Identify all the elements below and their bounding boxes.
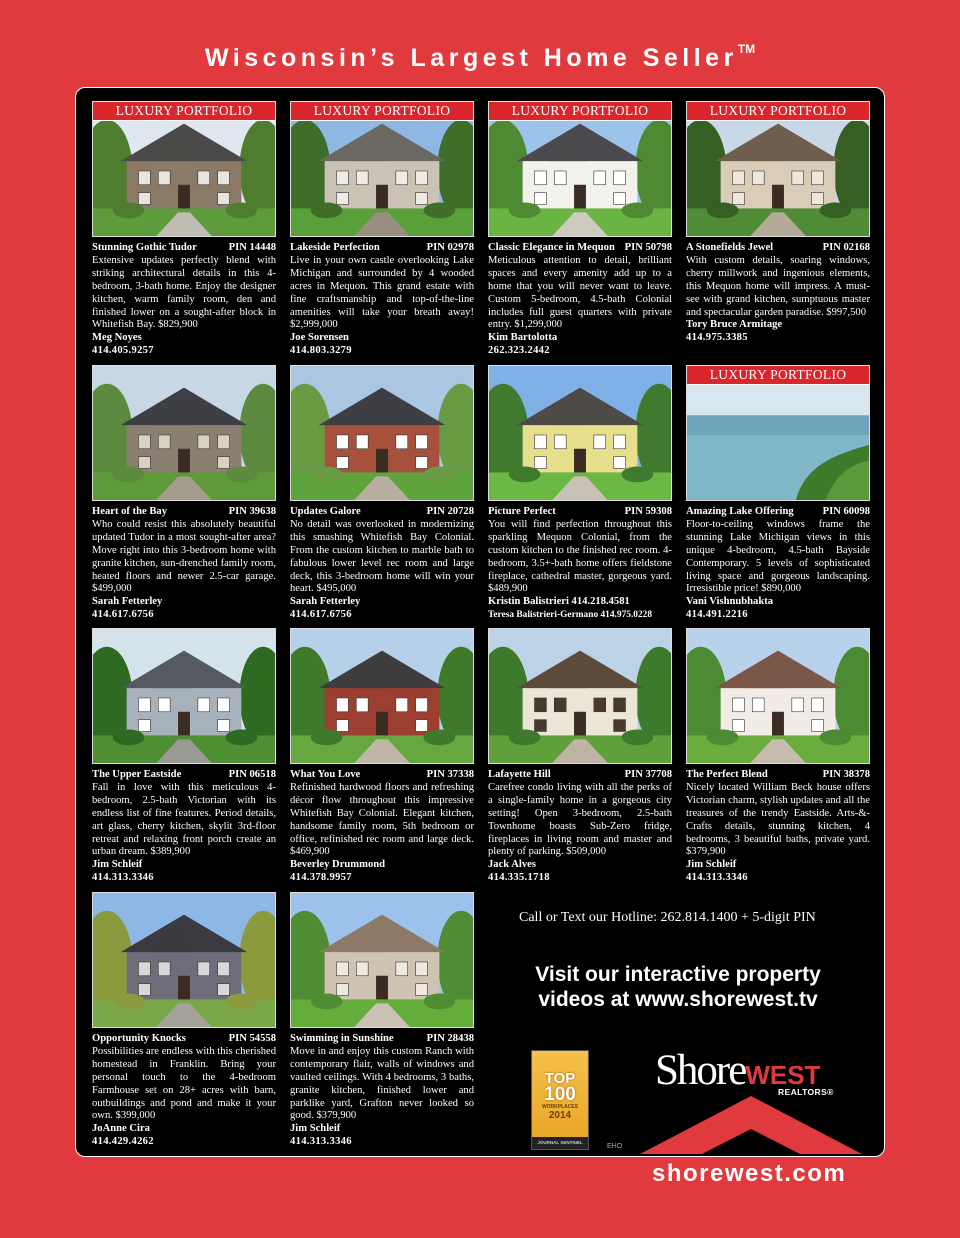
top-workplaces-badge [531, 1050, 589, 1150]
listing-photo[interactable] [290, 101, 474, 237]
agent-phone[interactable]: 414.335.1718 [488, 872, 550, 884]
agent-phone[interactable]: 262.323.2442 [488, 345, 550, 357]
listing-card[interactable] [290, 365, 474, 622]
listing-heading [290, 1033, 474, 1046]
listing-info [686, 506, 870, 622]
listing-info [92, 506, 276, 622]
listing-description: Carefree condo living with all the perks of a single-family home in a gorgeous city setting! Open 3-bedroom, 2.5-bath Townhome boasts Sub-Zero fridge, fireplaces in living room and master and plenty of parking. $509,000 [488, 781, 672, 858]
listing-card[interactable] [488, 101, 672, 358]
listing-card[interactable] [686, 628, 870, 885]
listing-pin: PIN 37338 [426, 769, 474, 780]
logo-shore: Shore [655, 1047, 746, 1094]
agent-phone[interactable]: 414.405.9257 [92, 345, 154, 357]
listing-card[interactable] [290, 892, 474, 1149]
listing-heading [686, 769, 870, 782]
agent-name: Beverley Drummond [290, 859, 386, 871]
headline-text: Wisconsin’s Largest Home Seller [204, 44, 738, 72]
listing-photo[interactable] [686, 365, 870, 501]
listing-info [686, 769, 870, 885]
agent-name: Kristin Balistrieri 414.218.4581 [488, 596, 630, 608]
listing-photo[interactable] [290, 365, 474, 501]
agent-phone[interactable]: 414.803.3279 [290, 345, 352, 357]
listing-card[interactable] [686, 365, 870, 622]
listing-card[interactable] [92, 365, 276, 622]
agent-phone[interactable]: 414.491.2216 [686, 609, 748, 621]
listing-title: A Stonefields Jewel [686, 242, 774, 253]
roof-logo-icon [640, 1096, 862, 1154]
listing-title: Swimming in Sunshine [290, 1033, 394, 1044]
listing-pin: PIN 54558 [228, 1033, 276, 1044]
listing-pin: PIN 39638 [228, 506, 276, 517]
listing-description: Extensive updates perfectly blend with striking architectural details in this 4-bedroom, 3-bath home. Enjoy the designer kitchen, warm family room, den and finished lower on a sought-after block in Whitefish Bay. $829,900 [92, 254, 276, 331]
trademark: TM [737, 42, 756, 56]
listing-info [686, 242, 870, 345]
listing-description: Fall in love with this meticulous 4-bedroom, 2.5-bath Victorian with its endless list of fine features. Period details, art glass, cherry kitchen, skylit 3rd-floor retreat and relaxing front porch create an urban dream. $389,900 [92, 781, 276, 858]
agent-phone[interactable]: 414.429.4262 [92, 1136, 154, 1148]
listing-pin: PIN 20728 [426, 506, 474, 517]
agent-phone[interactable]: 414.313.3346 [290, 1136, 352, 1148]
listing-title: Lakeside Perfection [290, 242, 380, 253]
logo-realtors: REALTORS® [778, 1087, 834, 1097]
listing-info [290, 1033, 474, 1149]
listing-info [488, 506, 672, 622]
equal-housing-label: EHO [607, 1143, 623, 1150]
listing-pin: PIN 06518 [228, 769, 276, 780]
listing-info [92, 1033, 276, 1149]
listing-photo[interactable] [686, 101, 870, 237]
listing-heading [488, 242, 672, 255]
agent-name: Meg Noyes [92, 332, 142, 344]
listing-title: The Perfect Blend [686, 769, 768, 780]
badge-paper: JOURNAL SENTINEL [532, 1137, 588, 1149]
agent-name: Jim Schleif [686, 859, 737, 871]
luxury-portfolio-label: LUXURY PORTFOLIO [291, 102, 473, 121]
listing-card[interactable] [290, 101, 474, 358]
listing-heading [92, 769, 276, 782]
listing-title: Heart of the Bay [92, 506, 168, 517]
agent-phone[interactable]: Teresa Balistrieri-Germano 414.975.0228 [488, 610, 653, 621]
listing-title: Lafayette Hill [488, 769, 551, 780]
listing-photo[interactable] [488, 101, 672, 237]
listing-heading [686, 242, 870, 255]
promo-line-2[interactable]: videos at www.shorewest.tv [538, 988, 818, 1011]
agent-name: JoAnne Cira [92, 1123, 150, 1135]
agent-name: Sarah Fetterley [290, 596, 361, 608]
listing-description: Who could resist this absolutely beautiful updated Tudor in a most sought-after area? Move right into this 3-bedroom home with granite kitchen, sun-drenched family room, heated floors and newer 2.5-car garage. $499,000 [92, 518, 276, 595]
listing-photo[interactable] [488, 365, 672, 501]
listing-heading [290, 506, 474, 519]
listing-heading [290, 769, 474, 782]
listing-title: Picture Perfect [488, 506, 556, 517]
logo-west: WEST [745, 1060, 821, 1090]
listing-title: Stunning Gothic Tudor [92, 242, 197, 253]
listing-info [290, 769, 474, 885]
listing-description: Nicely located William Beck house offers Victorian charm, stylish updates and all the treasures of the trendy Eastside. Arts-&-Crafts details, stunning kitchen, 4 bedrooms, 3 beautiful baths, private yard. $379,900 [686, 781, 870, 858]
agent-phone[interactable]: 414.378.9957 [290, 872, 352, 884]
agent-phone[interactable]: 414.617.6756 [290, 609, 352, 621]
video-promo [493, 962, 863, 1012]
listing-heading [92, 506, 276, 519]
listing-photo[interactable] [686, 628, 870, 764]
listing-photo[interactable] [92, 101, 276, 237]
promo-line-1: Visit our interactive property [535, 963, 821, 986]
agent-name: Jim Schleif [92, 859, 143, 871]
listing-description: Move in and enjoy this custom Ranch with contemporary flair, walls of windows and vaulted ceilings. With 4 bedrooms, 3 baths, granite kitchen, finished lower and parklike yard, Grafton never looked so good. $379,900 [290, 1045, 474, 1122]
agent-name: Vani Vishnubhakta [686, 596, 774, 608]
listing-card[interactable] [92, 628, 276, 885]
listing-description: No detail was overlooked in modernizing this smashing Whitefish Bay Colonial. From the custom kitchen to marble bath to fabulous lower level rec room and large deck, this 3-bedroom home will win your heart. $495,000 [290, 518, 474, 595]
listing-pin: PIN 50798 [624, 242, 672, 253]
listing-pin: PIN 37708 [624, 769, 672, 780]
listing-description: You will find perfection throughout this sparkling Mequon Colonial, from the custom kitchen to the finished rec room. 4-bedroom, 3.5+-bath home offers fieldstone fireplace, cathedral master, gorgeous yard. $489,900 [488, 518, 672, 595]
page-headline [0, 44, 960, 73]
listing-pin: PIN 14448 [228, 242, 276, 253]
agent-phone[interactable]: 414.617.6756 [92, 609, 154, 621]
listing-card[interactable] [488, 628, 672, 885]
listing-info [488, 769, 672, 885]
listing-info [488, 242, 672, 358]
listing-description: With custom details, soaring windows, cherry millwork and ingenious elements, this Mequon home will impress. A must-see with grand kitchen, sumptuous master and spectacular garden paradise. $997,500 [686, 254, 870, 318]
listing-card[interactable] [92, 892, 276, 1149]
luxury-portfolio-label: LUXURY PORTFOLIO [687, 102, 869, 121]
luxury-portfolio-label: LUXURY PORTFOLIO [489, 102, 671, 121]
listing-description: Live in your own castle overlooking Lake Michigan and surrounded by 4 wooded acres in Mequon. This grand estate with fine craftsmanship and top-of-the-line amenities will take your breath away! $2,999,000 [290, 254, 474, 331]
listing-pin: PIN 28438 [426, 1033, 474, 1044]
listing-info [92, 769, 276, 885]
listing-pin: PIN 02978 [426, 242, 474, 253]
listing-title: What You Love [290, 769, 361, 780]
listing-title: Amazing Lake Offering [686, 506, 794, 517]
agent-name: Joe Sorensen [290, 332, 349, 344]
agent-name: Jack Alves [488, 859, 536, 871]
hotline-text: Call or Text our Hotline: 262.814.1400 + 5-digit PIN [519, 910, 816, 925]
listing-card[interactable] [686, 101, 870, 345]
listing-description: Meticulous attention to detail, brilliant spaces and every amenity add up to a home that you will never want to leave. Custom 5-bedroom, 4.5-bath Colonial includes full guest quarters with private entry. $1,299,000 [488, 254, 672, 331]
badge-year: 2014 [548, 1110, 572, 1121]
agent-name: Jim Schleif [290, 1123, 341, 1135]
listing-title: Opportunity Knocks [92, 1033, 186, 1044]
badge-top: TOP [544, 1070, 576, 1087]
listing-photo[interactable] [92, 628, 276, 764]
listing-info [290, 506, 474, 622]
listing-info [290, 242, 474, 358]
listing-photo[interactable] [290, 628, 474, 764]
listing-description: Possibilities are endless with this cherished homestead in Franklin. Bring your personal touch to the 4-bedroom Farmhouse set on 28+ acres with barn, outbuildings and pond and make it your own. $399,000 [92, 1045, 276, 1122]
agent-phone[interactable]: 414.313.3346 [92, 872, 154, 884]
agent-name: Tory Bruce Armitage [686, 319, 783, 331]
listing-info [92, 242, 276, 358]
listing-heading [686, 506, 870, 519]
agent-phone[interactable]: 414.313.3346 [686, 872, 748, 884]
badge-sub: WORKPLACES [541, 1104, 579, 1110]
listing-title: Classic Elegance in Mequon [488, 242, 615, 253]
badge-number: 100 [544, 1084, 576, 1105]
listing-pin: PIN 59308 [624, 506, 672, 517]
listing-photo[interactable] [92, 892, 276, 1028]
listing-heading [92, 242, 276, 255]
agent-name: Kim Bartolotta [488, 332, 558, 344]
website-link[interactable]: shorewest.com [652, 1160, 847, 1187]
agent-name: Sarah Fetterley [92, 596, 163, 608]
listing-heading [488, 506, 672, 519]
agent-phone[interactable]: 414.975.3385 [686, 332, 748, 344]
listing-title: The Upper Eastside [92, 769, 182, 780]
listing-pin: PIN 02168 [822, 242, 870, 253]
listing-description: Refinished hardwood floors and refreshing décor flow throughout this impressive Whitefish Bay Colonial. Elegant kitchen, handsome family room, 5th bedroom or office, refinished rec room and large deck. $469,900 [290, 781, 474, 858]
listing-heading [290, 242, 474, 255]
listing-card[interactable] [488, 365, 672, 622]
listing-heading [92, 1033, 276, 1046]
listing-heading [488, 769, 672, 782]
luxury-portfolio-label: LUXURY PORTFOLIO [687, 366, 869, 385]
listing-pin: PIN 60098 [822, 506, 870, 517]
listing-description: Floor-to-ceiling windows frame the stunning Lake Michigan views in this unique 4-bedroom, 4.5-bath Bayside Contemporary. 5 levels of sophisticated living space and gorgeous landscaping. Irresistible price! $890,000 [686, 518, 870, 595]
listing-card[interactable] [92, 101, 276, 358]
listing-card[interactable] [290, 628, 474, 885]
luxury-portfolio-label: LUXURY PORTFOLIO [93, 102, 275, 121]
listing-pin: PIN 38378 [822, 769, 870, 780]
listing-title: Updates Galore [290, 506, 361, 517]
listing-photo[interactable] [92, 365, 276, 501]
listing-photo[interactable] [488, 628, 672, 764]
listing-photo[interactable] [290, 892, 474, 1028]
